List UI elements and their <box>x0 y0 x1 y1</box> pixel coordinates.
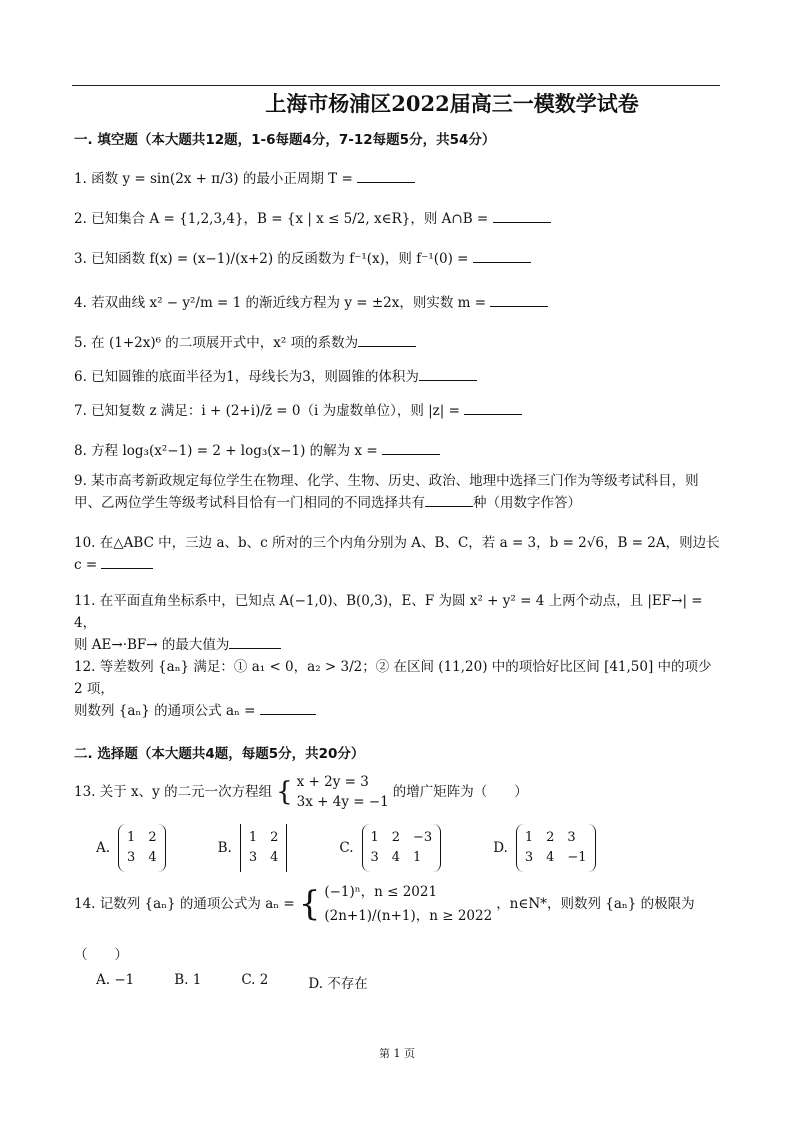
question-11: 11. 在平面直角坐标系中，已知点 A(−1,0)、B(0,3)，E、F 为圆 x² + y² = 4 上两个动点，且 |EF→| = 4， 则 AE→·BF→ 的最大值为 <box>74 593 703 653</box>
question-8: 8. 方程 log₃(x²−1) = 2 + log₃(x−1) 的解为 x = <box>74 440 724 462</box>
question-4: 4. 若双曲线 x² − y²/m = 1 的渐近线方程为 y = ±2x，则实数 m = <box>74 292 724 314</box>
question-13: 13. 关于 x、y 的二元一次方程组 { x + 2y = 3 3x + 4y = −1 的增广矩阵为（ ） <box>74 774 528 810</box>
question-7: 7. 已知复数 z 满足：i + (2+i)/z̄ = 0（i 为虚数单位），则 |z| = <box>74 400 724 422</box>
option-a[interactable]: A. −1 <box>96 972 135 988</box>
option-d[interactable]: D. 1 2 3 3 4 −1 <box>493 824 595 872</box>
header-rule <box>72 85 720 86</box>
question-2: 2. 已知集合 A = {1,2,3,4}，B = {x | x ≤ 5/2, x∈R}，则 A∩B = <box>74 208 724 230</box>
page-title: 上海市杨浦区2022届高三一模数学试卷 <box>265 91 639 116</box>
page-number: 第 1 页 <box>379 1047 415 1060</box>
option-c[interactable]: C. 2 <box>241 972 269 988</box>
section-1-heading: 一. 填空题（本大题共12题，1-6每题4分，7-12每题5分，共54分） <box>74 132 496 148</box>
question-6: 6. 已知圆锥的底面半径为1，母线长为3，则圆锥的体积为 <box>74 366 724 388</box>
question-14-paren: （ ） <box>74 947 128 963</box>
option-b[interactable]: B. 1 2 3 4 <box>218 824 288 872</box>
question-12: 12. 等差数列 {aₙ} 满足：① a₁ < 0，a₂ > 3/2；② 在区间 (11,20) 中的项恰好比区间 [41,50] 中的项少 2 项， 则数列 {aₙ} 的通项公式 aₙ = <box>74 659 712 719</box>
option-a[interactable]: A. 1 2 3 4 <box>96 824 166 872</box>
question-10: 10. 在△ABC 中，三边 a、b、c 所对的三个内角分别为 A、B、C，若 a = 3，b = 2√6，B = 2A，则边长 c = <box>74 535 720 573</box>
question-14-options <box>96 972 368 992</box>
question-5: 5. 在 (1+2x)⁶ 的二项展开式中，x² 项的系数为 <box>74 332 724 354</box>
section-2-heading: 二. 选择题（本大题共4题，每题5分，共20分） <box>74 746 365 762</box>
option-c[interactable]: C. 1 2 −3 3 4 1 <box>339 824 441 872</box>
question-13-options <box>96 824 596 872</box>
question-3: 3. 已知函数 f(x) = (x−1)/(x+2) 的反函数为 f⁻¹(x)，则 f⁻¹(0) = <box>74 248 724 270</box>
question-9: 9. 某市高考新政规定每位学生在物理、化学、生物、历史、政治、地理中选择三门作为等级考试科目，则甲、乙两位学生等级考试科目恰有一门相同的不同选择共有 种（用数字作答） <box>74 473 699 511</box>
question-14: 14. 记数列 {aₙ} 的通项公式为 aₙ = { (−1)ⁿ，n ≤ 2021 (2n+1)/(n+1)，n ≥ 2022 ，n∈N*，则数列 {aₙ} 的极限为 <box>74 884 695 924</box>
question-1: 1. 函数 y = sin(2x + π/3) 的最小正周期 T = <box>74 168 724 190</box>
option-b[interactable]: B. 1 <box>174 972 202 988</box>
option-d[interactable]: D. 不存在 <box>308 976 368 992</box>
